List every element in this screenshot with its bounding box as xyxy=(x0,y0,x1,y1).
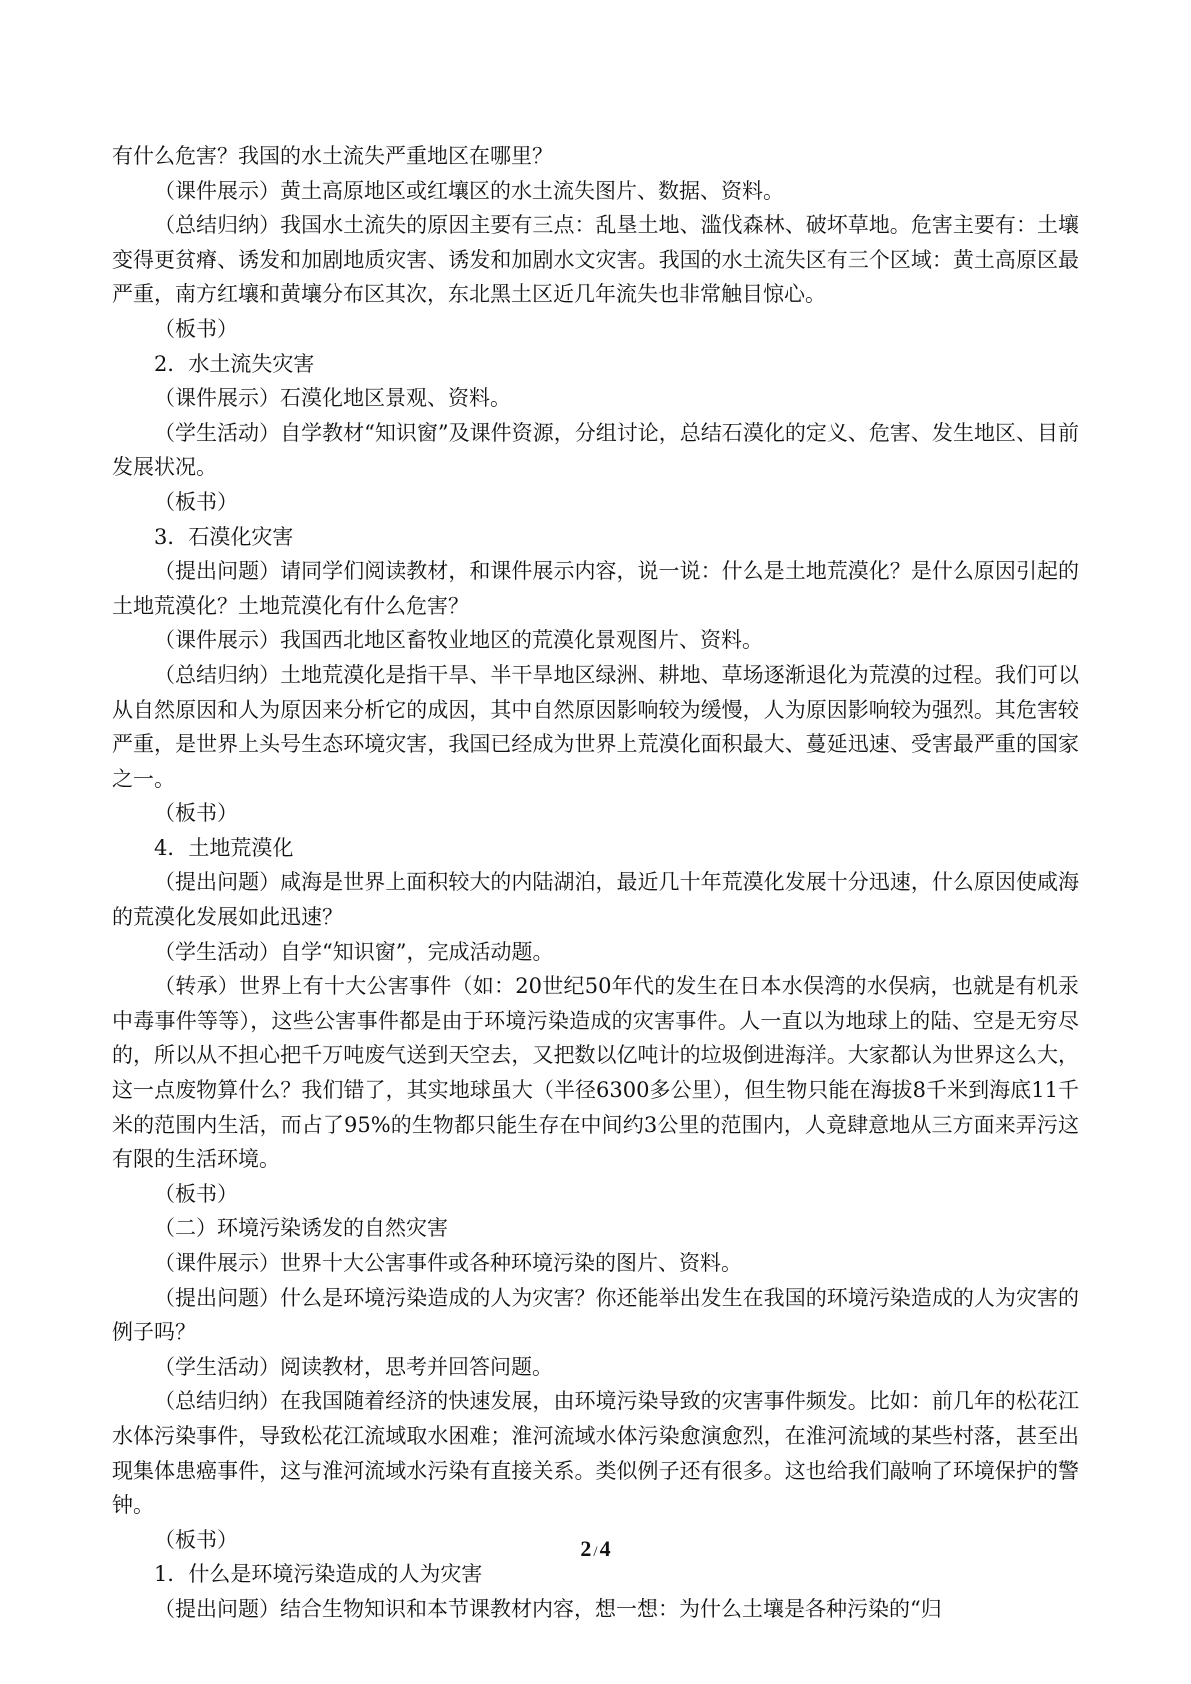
paragraph: 4．土地荒漠化 xyxy=(154,835,294,860)
paragraph: （板书） xyxy=(154,1527,238,1552)
paragraph: （板书） xyxy=(154,489,238,514)
paragraph: 2．水土流失灾害 xyxy=(154,351,315,376)
paragraph: （转承）世界上有十大公害事件（如：20世纪50年代的发生在日本水俣湾的水俣病，也就是有机汞中毒事件等等），这些公害事件都是由于环境污染造成的灾害事件。人一直以为地球上的陆、空是无穷尽的，所以从不担心把千万吨废气送到天空去，又把数以亿吨计的垃圾倒进海洋。大家都认为世界这么大，这一点废物算什么？我们错了，其实地球虽大（半径6300多公里），但生物只能在海拔8千米到海底11千米的范围内生活，而占了95%的生物都只能生存在中间约3公里的范围内，人竟肆意地从三方面来弄污这有限的生活环境。 xyxy=(112,974,1079,1172)
paragraph: 3．石漠化灾害 xyxy=(154,524,294,549)
paragraph: （总结归纳）土地荒漠化是指干旱、半干旱地区绿洲、耕地、草场逐渐退化为荒漠的过程。我们可以从自然原因和人为原因来分析它的成因，其中自然原因影响较为缓慢，人为原因影响较为强烈。其危害较严重，是世界上头号生态环境灾害，我国已经成为世界上荒漠化面积最大、蔓延迅速、受害最严重的国家之一。 xyxy=(112,662,1079,791)
paragraph: （板书） xyxy=(154,316,238,341)
page-number xyxy=(0,1534,1191,1567)
paragraph: （提出问题）请同学们阅读教材，和课件展示内容，说一说：什么是土地荒漠化？是什么原因引起的土地荒漠化？土地荒漠化有什么危害？ xyxy=(112,559,1079,618)
paragraph: （板书） xyxy=(154,1181,238,1206)
paragraph: （课件展示）我国西北地区畜牧业地区的荒漠化景观图片、资料。 xyxy=(154,628,763,653)
paragraph: 有什么危害？我国的水土流失严重地区在哪里？ xyxy=(112,144,553,168)
paragraph: （学生活动）阅读教材，思考并回答问题。 xyxy=(154,1354,553,1379)
paragraph: （学生活动）自学“知识窗”，完成活动题。 xyxy=(154,939,554,964)
paragraph: （学生活动）自学教材“知识窗”及课件资源，分组讨论，总结石漠化的定义、危害、发生地区、目前发展状况。 xyxy=(112,420,1079,480)
paragraph: 1．什么是环境污染造成的人为灾害 xyxy=(154,1562,483,1587)
paragraph: （二）环境污染诱发的自然灾害 xyxy=(154,1216,448,1241)
paragraph: （课件展示）石漠化地区景观、资料。 xyxy=(154,386,511,411)
paragraph: （课件展示）黄土高原地区或红壤区的水土流失图片、数据、资料。 xyxy=(154,178,784,203)
paragraph: （总结归纳）在我国随着经济的快速发展，由环境污染导致的灾害事件频发。比如：前几年的松花江水体污染事件，导致松花江流域取水困难；淮河流域水体污染愈演愈烈，在淮河流域的某些村落，甚至出现集体患癌事件，这与淮河流域水污染有直接关系。类似例子还有很多。这也给我们敲响了环境保护的警钟。 xyxy=(112,1389,1079,1518)
document-body xyxy=(112,139,1079,1627)
current-page-number: 2 xyxy=(580,1536,592,1561)
paragraph: （总结归纳）我国水土流失的原因主要有三点：乱垦土地、滥伐森林、破坏草地。危害主要有：土壤变得更贫瘠、诱发和加剧地质灾害、诱发和加剧水文灾害。我国的水土流失区有三个区域：黄土高原区最严重，南方红壤和黄壤分布区其次，东北黑土区近几年流失也非常触目惊心。 xyxy=(112,213,1079,307)
paragraph: （提出问题）什么是环境污染造成的人为灾害？你还能举出发生在我国的环境污染造成的人为灾害的例子吗？ xyxy=(112,1285,1079,1345)
paragraph: （提出问题）结合生物知识和本节课教材内容，想一想：为什么土壤是各种污染的“归 xyxy=(154,1596,942,1621)
total-page-count: 4 xyxy=(599,1536,611,1561)
paragraph: （板书） xyxy=(154,801,238,826)
paragraph: （课件展示）世界十大公害事件或各种环境污染的图片、资料。 xyxy=(154,1251,742,1275)
paragraph: （提出问题）咸海是世界上面积较大的内陆湖泊，最近几十年荒漠化发展十分迅速，什么原因使咸海的荒漠化发展如此迅速？ xyxy=(112,870,1079,930)
page-separator: / xyxy=(593,1544,598,1560)
